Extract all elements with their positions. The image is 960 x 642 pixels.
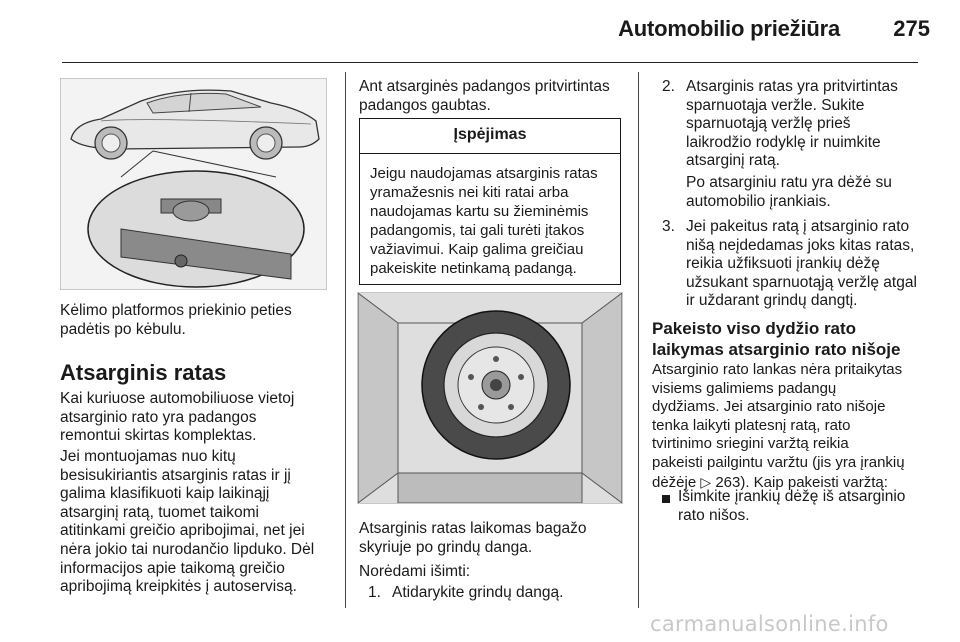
watermark: carmanualsonline.info	[650, 612, 889, 636]
text-line: informacijos apie taikomą greičio	[60, 559, 285, 577]
step-text	[686, 218, 917, 311]
step-2-note	[686, 174, 926, 211]
text-line: pakeiskite netinkamą padangą.	[370, 260, 577, 277]
text-line: ir uždarant grindų dangtį.	[686, 292, 858, 310]
text-line: važiavimui. Kaip galima greičiau	[370, 241, 584, 258]
step-1	[368, 584, 633, 604]
column-divider-1	[345, 72, 346, 608]
text-line: sparnuotąją veržlę prieš	[686, 115, 851, 133]
spare-wheel-illustration	[358, 293, 622, 503]
figure-spare-wheel-well	[357, 292, 623, 504]
text-fragment: dėžėje	[652, 473, 701, 491]
text-fragment: 263). Kaip pakeisti varžtą:	[711, 473, 888, 491]
text-line: reikia užfiksuoti įrankių dėžę	[686, 255, 880, 273]
text-line: naudojamas kartu su žieminėmis	[370, 203, 589, 220]
text-line: Kai kuriuose automobiliuose vietoj	[60, 390, 295, 407]
text-line: dydžiams. Jei atsarginio rato nišoje	[652, 398, 886, 416]
text-line: padangos gaubtas.	[359, 96, 491, 114]
text-line: atsarginį ratą, tuomet taikomi	[60, 503, 260, 521]
text-line: Atsarginis ratas laikomas bagažo	[359, 520, 587, 537]
warning-box	[359, 118, 621, 285]
text-line: sparnuotąja veržle. Sukite	[686, 96, 865, 114]
caption-spare-wheel-location	[359, 520, 629, 557]
page-number: 275	[893, 16, 930, 41]
step-text	[686, 78, 898, 171]
text-line: Pakeisto viso dydžio rato	[652, 319, 857, 338]
figure-caption-lift	[60, 302, 335, 339]
section-title-spare-wheel: Atsarginis ratas	[60, 360, 227, 385]
section-title-full-size-wheel	[652, 318, 942, 360]
text-line: laikrodžio rodyklę ir nuimkite	[686, 133, 881, 151]
text-line: Ant atsarginės padangos pritvirtintas	[359, 78, 610, 95]
text-line: tenka laikyti platesnį ratą, rato	[652, 416, 851, 434]
step-number: 1.	[368, 584, 381, 601]
warning-body	[360, 154, 620, 278]
text-line: Atsarginis ratas yra pritvirtintas	[686, 78, 898, 95]
text-line: padangomis, tai gali turėti įtakos	[370, 222, 585, 239]
warning-title: Įspėjimas	[360, 119, 620, 154]
step-3	[662, 218, 937, 318]
text-line: visiems galimiems padangų	[652, 379, 837, 397]
bullet-remove-toolbox	[678, 488, 938, 525]
text-line: atitinkami greičio apribojimai, net jei	[60, 522, 305, 540]
text-line: Atsarginio rato lankas nėra pritaikytas	[652, 361, 903, 378]
bullet-square-icon	[662, 495, 670, 503]
text-line: nėra jokio tai nurodančio lipduko. Dėl	[60, 540, 315, 558]
text-line: nišą neįdedamas joks kitas ratas,	[686, 236, 915, 254]
text-line: Jei montuojamas nuo kitų	[60, 448, 236, 465]
column-divider-2	[638, 72, 639, 608]
text-line: skyriuje po grindų danga.	[359, 538, 533, 556]
steps-intro: Norėdami išimti:	[359, 563, 471, 580]
step-number: 2.	[662, 78, 675, 95]
text-line: užsukant sparnuotąją veržlę atgal	[686, 273, 917, 291]
step-text: Atidarykite grindų dangą.	[392, 584, 564, 601]
figure-car-lift	[60, 78, 327, 290]
text-line: Kėlimo platformos priekinio peties	[60, 302, 292, 319]
text-line: laikymas atsarginio rato nišoje	[652, 340, 901, 359]
text-line: Jei pakeitus ratą į atsarginio rato	[686, 218, 910, 235]
step-number: 3.	[662, 218, 675, 235]
text-line: Išimkite įrankių dėžę iš atsarginio	[678, 488, 906, 505]
text-line: tvirtinimo sriegini varžtą reikia	[652, 435, 849, 453]
paragraph-repair-kit	[60, 390, 340, 446]
text-line: pakeisti pailgintu varžtu (jis yra įrankių	[652, 453, 905, 471]
text-line: besisukiriantis atsarginis ratas ir jį	[60, 466, 291, 484]
text-line: rato nišos.	[678, 506, 750, 524]
text-line: automobilio įrankiais.	[686, 192, 831, 210]
text-line: apribojimą kreipkitės į autoservisą.	[60, 578, 297, 596]
text-line: yramažesnis nei kiti ratai arba	[370, 184, 569, 201]
text-line: galima klasifikuoti kaip laikinąjį	[60, 485, 270, 503]
paragraph-temporary-spare	[60, 448, 342, 597]
page-reference-arrow-icon: ▷	[700, 473, 712, 490]
step-2	[662, 78, 932, 178]
text-line: Po atsarginiu ratu yra dėžė su	[686, 174, 892, 191]
text-line: padėtis po kėbulu.	[60, 320, 186, 338]
paragraph-wheel-bolt	[652, 361, 944, 492]
car-lift-illustration	[61, 79, 326, 289]
text-line: Jeigu naudojamas atsarginis ratas	[370, 165, 598, 182]
text-line: remontui skirtas komplektas.	[60, 427, 257, 445]
paragraph-tyre-cover	[359, 78, 629, 115]
text-line: atsarginio rato yra padangos	[60, 408, 257, 426]
header-rule	[62, 62, 918, 63]
text-line: atsarginį ratą.	[686, 152, 780, 170]
running-header-title: Automobilio priežiūra	[618, 16, 840, 41]
